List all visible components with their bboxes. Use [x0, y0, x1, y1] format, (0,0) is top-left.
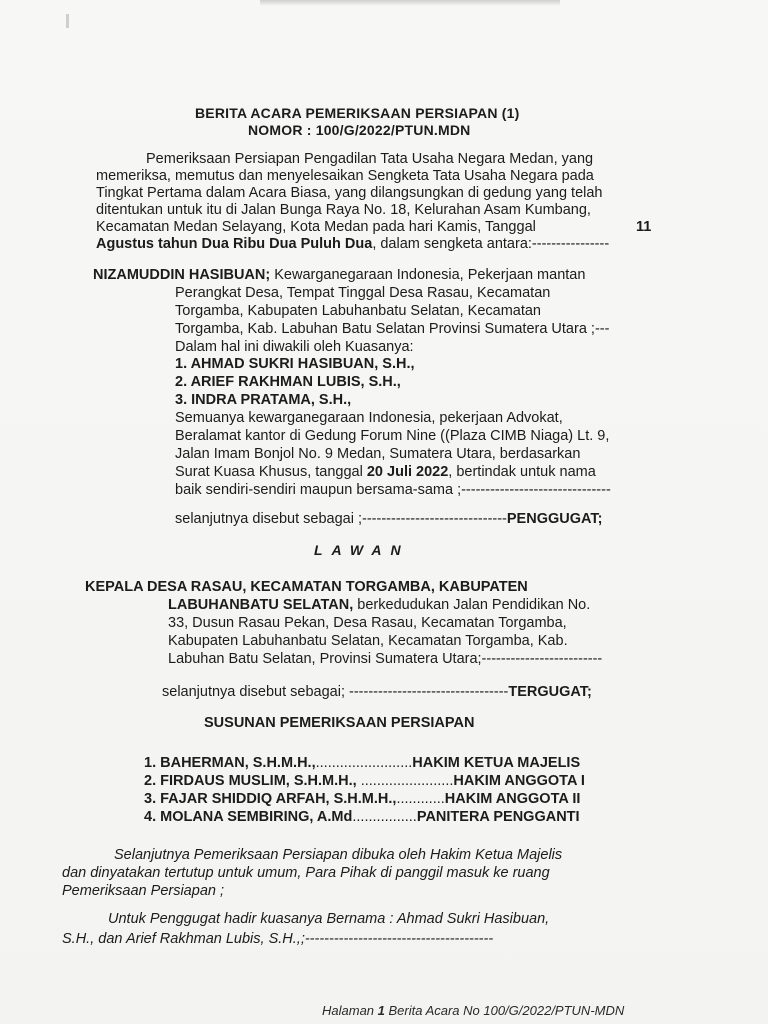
intro-line-6: [96, 235, 609, 253]
tergugat-name: KEPALA DESA RASAU, KECAMATAN TORGAMBA, KABUPATEN: [85, 579, 528, 595]
judge-name-1: BAHERMAN, S.H.M.H.,: [160, 755, 316, 771]
penggugat-line-4: Torgamba, Kab. Labuhan Batu Selatan Provinsi Sumatera Utara ;---: [175, 321, 610, 337]
judge-num-3: 3.: [144, 791, 157, 807]
intro-line-4: ditentukan untuk itu di Jalan Bunga Raya No. 18, Kelurahan Asam Kumbang,: [96, 202, 591, 218]
penggugat-sebutan: [175, 510, 603, 528]
tergugat-name-2: LABUHANBATU SELATAN,: [168, 597, 354, 613]
scan-shadow: [260, 0, 560, 6]
intro-line-5: Kecamatan Medan Selayang, Kota Medan pada hari Kamis, Tanggal: [96, 219, 536, 235]
judge-row-1: [144, 754, 580, 772]
closing-line-4: Untuk Penggugat hadir kuasanya Bernama : Ahmad Sukri Hasibuan,: [108, 911, 550, 927]
lawan-heading: LAWAN: [314, 542, 410, 558]
intro-line-2: memeriksa, memutus dan menyelesaikan Sengketa Tata Usaha Negara pada: [96, 168, 594, 184]
footer-suffix: Berita Acara No 100/G/2022/PTUN-MDN: [384, 1003, 625, 1018]
kuasa-1: 1. AHMAD SUKRI HASIBUAN, S.H.,: [175, 356, 415, 372]
judge-role-1: HAKIM KETUA MAJELIS: [412, 755, 581, 771]
closing-line-2: dan dinyatakan tertutup untuk umum, Para Pihak di panggil masuk ke ruang: [62, 865, 550, 881]
intro-date-month-year: Agustus tahun Dua Ribu Dua Puluh Dua: [96, 236, 373, 252]
kuasa-2: 2. ARIEF RAKHMAN LUBIS, S.H.,: [175, 374, 401, 390]
surat-kuasa-rest: , bertindak untuk nama: [448, 464, 596, 480]
closing-line-3: Pemeriksaan Persiapan ;: [62, 883, 224, 899]
judge-row-2: [144, 772, 585, 790]
penggugat-line-1: [93, 266, 585, 284]
tergugat-address-1: berkedudukan Jalan Pendidikan No.: [353, 597, 591, 613]
penggugat-role: PENGGUGAT;: [506, 511, 603, 527]
judge-dots-1: ........................: [315, 755, 413, 771]
judge-role-4: PANITERA PENGGANTI: [416, 809, 580, 825]
tergugat-sebutan: [162, 683, 592, 701]
penggugat-desc: Kewarganegaraan Indonesia, Pekerjaan mantan: [270, 267, 586, 283]
kuasa-line-2: Beralamat kantor di Gedung Forum Nine ((Plaza CIMB Niaga) Lt. 9,: [175, 428, 610, 444]
tergugat-sebutan-text: selanjutnya disebut sebagai; ---------------------------------: [162, 684, 509, 700]
surat-kuasa-date: 20 Juli 2022: [366, 464, 449, 480]
closing-line-5: S.H., dan Arief Rakhman Lubis, S.H.,;---------------------------------------: [62, 931, 494, 947]
tergugat-role: TERGUGAT;: [508, 684, 592, 700]
kuasa-line-4: [175, 463, 596, 481]
tergugat-line-3: 33, Dusun Rasau Pekan, Desa Rasau, Kecamatan Torgamba,: [168, 615, 567, 631]
footer-page-number: 1: [377, 1003, 385, 1018]
footer-prefix: Halaman: [322, 1003, 378, 1018]
penggugat-line-5: Dalam hal ini diwakili oleh Kuasanya:: [175, 339, 414, 355]
surat-kuasa-text: Surat Kuasa Khusus, tanggal: [175, 464, 367, 480]
intro-line-3: Tingkat Pertama dalam Acara Biasa, yang dilangsungkan di gedung yang telah: [96, 185, 603, 201]
judge-name-4: MOLANA SEMBIRING, A.Md: [160, 809, 353, 825]
judge-dots-2: .......................: [356, 773, 454, 789]
intro-line-6-rest: , dalam sengketa antara:----------------: [372, 236, 610, 252]
tergugat-line-2: [168, 596, 590, 614]
page-footer: [322, 1002, 624, 1020]
document-title: BERITA ACARA PEMERIKSAAN PERSIAPAN (1): [195, 105, 520, 121]
kuasa-line-3: Jalan Imam Bonjol No. 9 Medan, Sumatera Utara, berdasarkan: [175, 446, 581, 462]
judge-dots-4: ................: [352, 809, 417, 825]
kuasa-line-1: Semuanya kewarganegaraan Indonesia, pekerjaan Advokat,: [175, 410, 563, 426]
judge-row-3: [144, 790, 580, 808]
closing-line-1: Selanjutnya Pemeriksaan Persiapan dibuka oleh Hakim Ketua Majelis: [114, 847, 563, 863]
judge-role-2: HAKIM ANGGOTA I: [453, 773, 585, 789]
judge-role-3: HAKIM ANGGOTA II: [444, 791, 581, 807]
judge-row-4: [144, 808, 580, 826]
penggugat-sebutan-text: selanjutnya disebut sebagai ;------------------------------: [175, 511, 507, 527]
penggugat-name: NIZAMUDDIN HASIBUAN;: [93, 267, 271, 283]
intro-line-1: Pemeriksaan Persiapan Pengadilan Tata Usaha Negara Medan, yang: [146, 151, 594, 167]
judge-num-1: 1.: [144, 755, 157, 771]
judge-name-3: FAJAR SHIDDIQ ARFAH, S.H.M.H.,: [160, 791, 397, 807]
intro-date-day: 11: [636, 219, 652, 235]
penggugat-line-3: Torgamba, Kabupaten Labuhanbatu Selatan, Kecamatan: [175, 303, 541, 319]
susunan-heading: SUSUNAN PEMERIKSAAN PERSIAPAN: [204, 715, 475, 731]
judge-num-4: 4.: [144, 809, 157, 825]
penggugat-line-2: Perangkat Desa, Tempat Tinggal Desa Rasau, Kecamatan: [175, 285, 551, 301]
document-number: NOMOR : 100/G/2022/PTUN.MDN: [248, 122, 471, 138]
kuasa-3: 3. INDRA PRATAMA, S.H.,: [175, 392, 352, 408]
kuasa-line-5: baik sendiri-sendiri maupun bersama-sama ;-------------------------------: [175, 482, 611, 498]
judge-name-2: FIRDAUS MUSLIM, S.H.M.H.,: [160, 773, 357, 789]
scan-mark: [66, 14, 69, 28]
tergugat-line-5: Labuhan Batu Selatan, Provinsi Sumatera Utara;-------------------------: [168, 651, 603, 667]
judge-dots-3: ............: [396, 791, 445, 807]
judge-num-2: 2.: [144, 773, 157, 789]
tergugat-line-4: Kabupaten Labuhanbatu Selatan, Kecamatan Torgamba, Kab.: [168, 633, 568, 649]
